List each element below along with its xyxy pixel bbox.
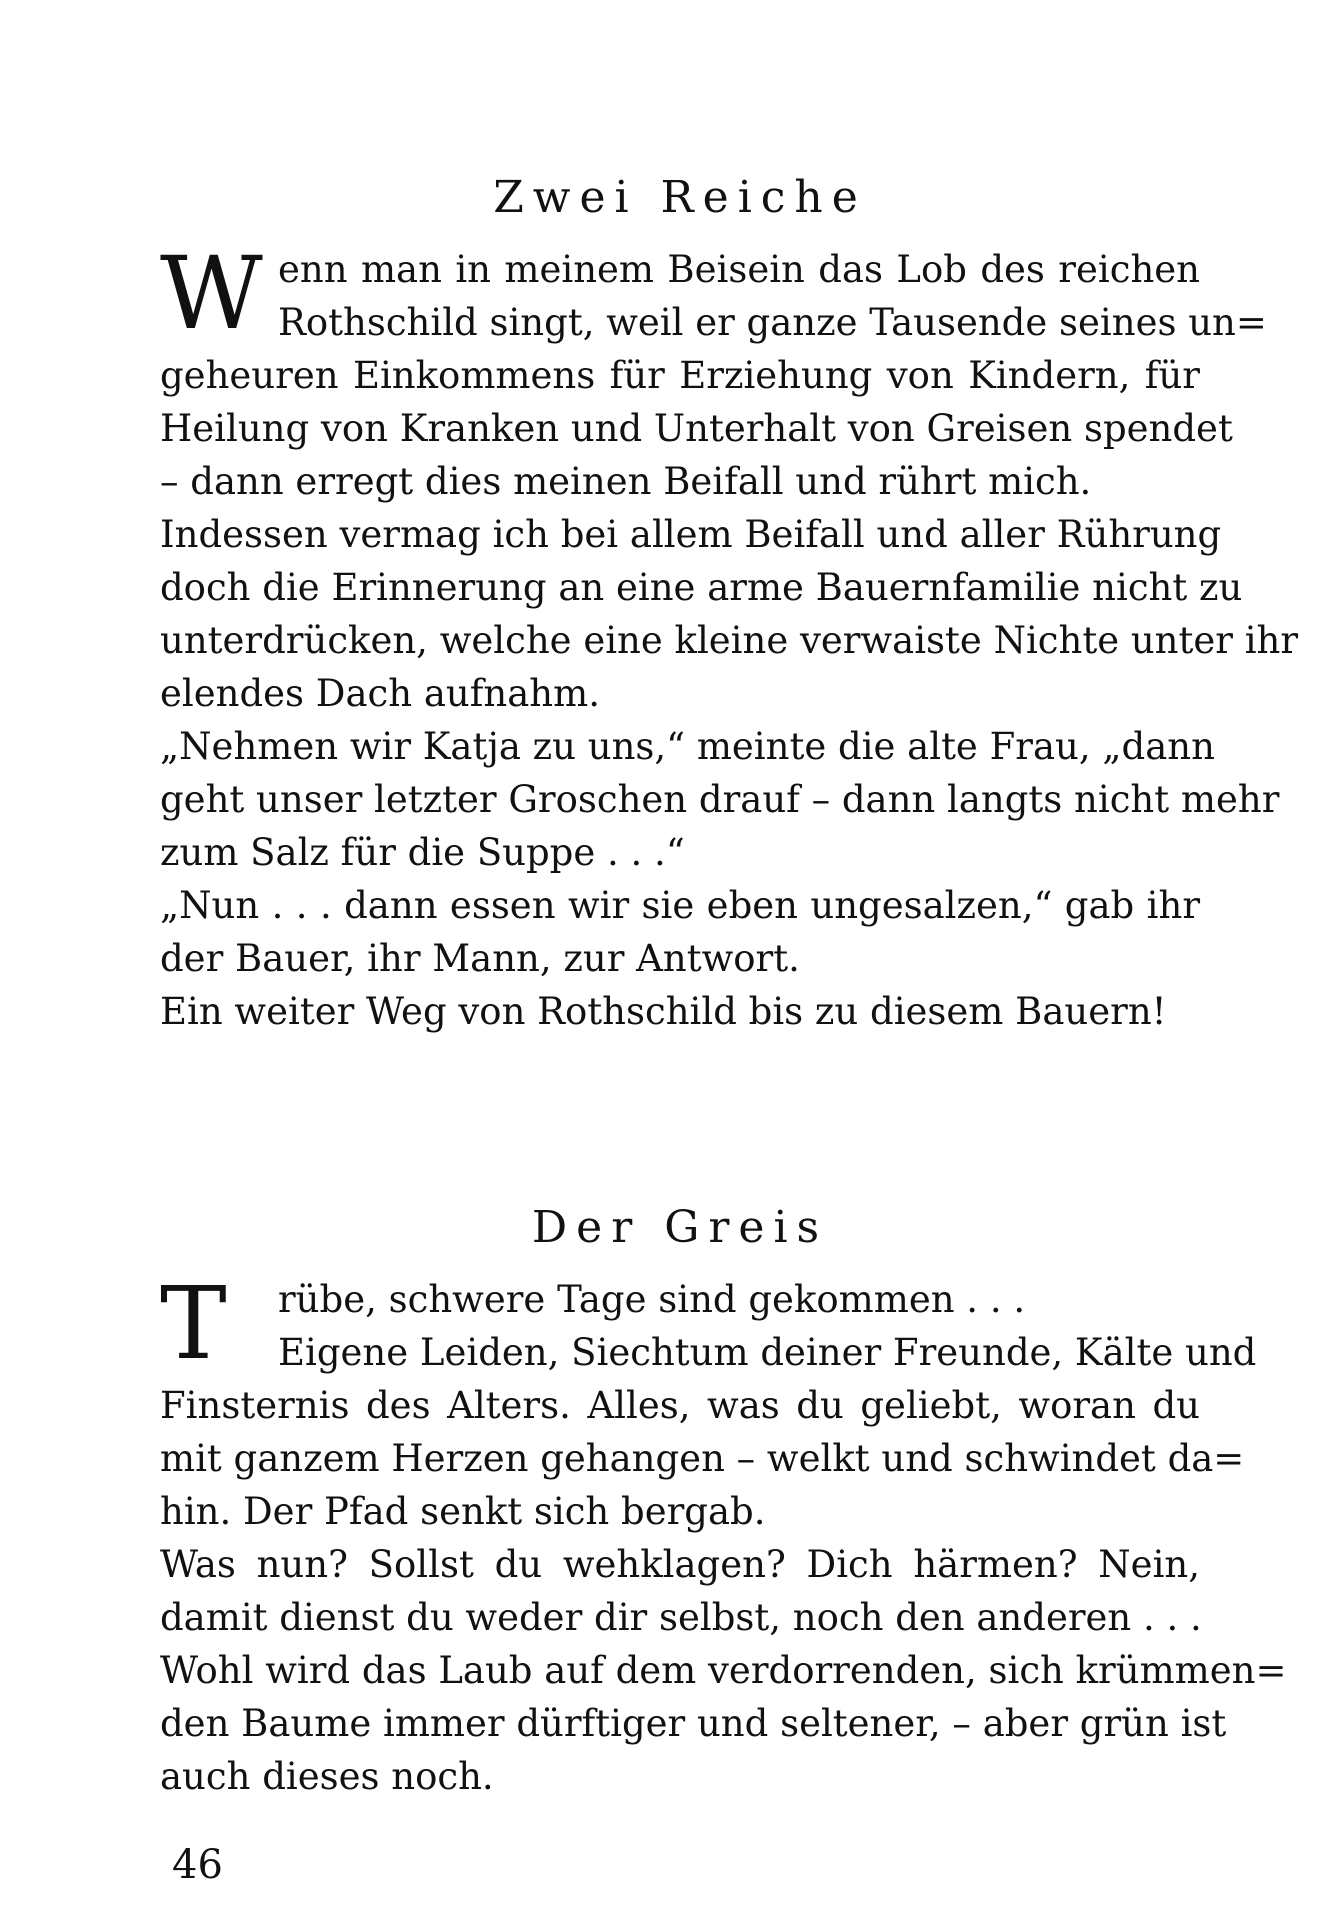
text-line: unterdrücken, welche eine kleine verwaiste Nichte unter ihr — [160, 619, 1299, 662]
text-line: Finsternis des Alters. Alles, was du geliebt, woran du — [160, 1384, 1200, 1427]
text-line: Eigene Leiden, Siechtum deiner Freunde, Kälte und — [278, 1331, 1257, 1374]
text-line: Was nun? Sollst du wehklagen? Dich härmen? Nein, — [160, 1543, 1200, 1586]
text-line: geht unser letzter Groschen drauf – dann langts nicht mehr — [160, 778, 1280, 821]
drop-cap: W — [160, 235, 263, 352]
text-line: geheuren Einkommens für Erziehung von Kindern, für — [160, 354, 1200, 397]
section-body — [160, 235, 1299, 1038]
text-line: mit ganzem Herzen gehangen – welkt und schwindet da= — [160, 1437, 1245, 1480]
text-line: den Baume immer dürftiger und seltener, – aber grün ist — [160, 1702, 1227, 1745]
text-line: „Nehmen wir Katja zu uns,“ meinte die alte Frau, „dann — [160, 725, 1215, 768]
text-line: damit dienst du weder dir selbst, noch den anderen . . . — [160, 1596, 1202, 1639]
text-line: der Bauer, ihr Mann, zur Antwort. — [160, 937, 800, 980]
text-line: „Nun . . . dann essen wir sie eben ungesalzen,“ gab ihr — [160, 884, 1200, 927]
text-line: zum Salz für die Suppe . . .“ — [160, 831, 685, 874]
text-line: Rothschild singt, weil er ganze Tausende seines un= — [278, 301, 1267, 344]
text-line: Indessen vermag ich bei allem Beifall und aller Rührung — [160, 513, 1222, 556]
text-line: enn man in meinem Beisein das Lob des reichen — [278, 248, 1200, 291]
section-title: Der Greis — [531, 1202, 829, 1253]
text-line: hin. Der Pfad senkt sich bergab. — [160, 1490, 766, 1533]
text-line: auch dieses noch. — [160, 1755, 494, 1798]
section-title: Zwei Reiche — [493, 172, 867, 223]
text-line: Wohl wird das Laub auf dem verdorrenden, sich krümmen= — [160, 1649, 1287, 1692]
section-der-greis — [160, 1195, 1287, 1803]
drop-cap: T — [160, 1265, 227, 1382]
text-line: elendes Dach aufnahm. — [160, 672, 600, 715]
section-body — [160, 1265, 1287, 1803]
text-line: Heilung von Kranken und Unterhalt von Greisen spendet — [160, 407, 1233, 450]
text-line: Ein weiter Weg von Rothschild bis zu diesem Bauern! — [160, 990, 1167, 1033]
text-line: rübe, schwere Tage sind gekommen . . . — [278, 1278, 1026, 1321]
page-number: 46 — [172, 1842, 223, 1888]
section-zwei-reiche — [160, 165, 1299, 1038]
text-line: – dann erregt dies meinen Beifall und rührt mich. — [160, 460, 1092, 503]
text-line: doch die Erinnerung an eine arme Bauernfamilie nicht zu — [160, 566, 1243, 609]
